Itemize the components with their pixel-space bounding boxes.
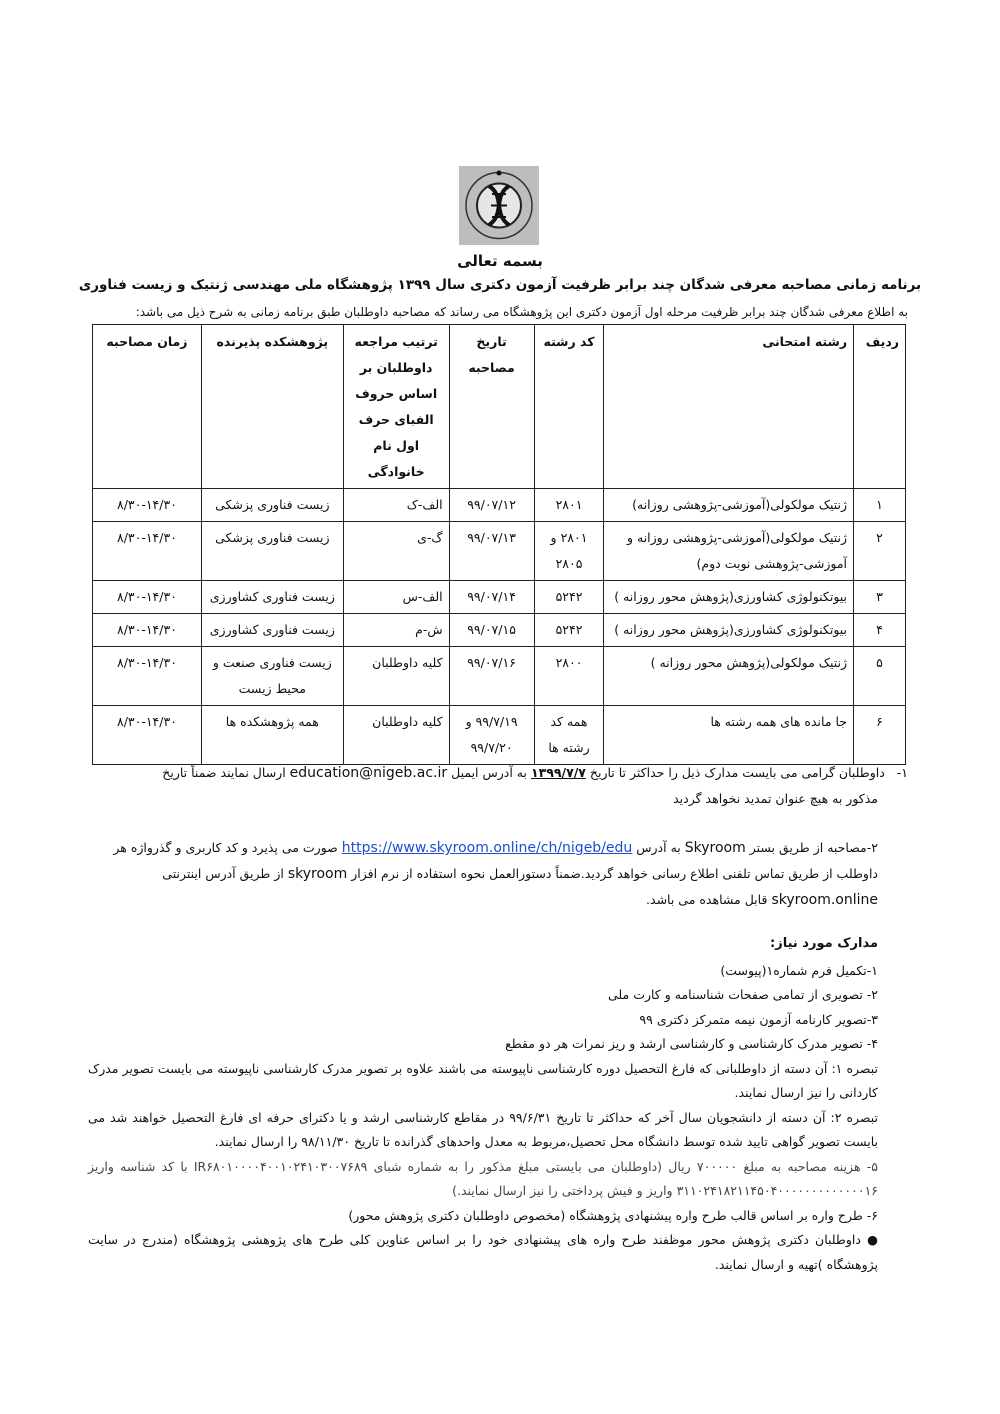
table-row (93, 614, 906, 647)
cell-institute: همه پژوهشکده ها (201, 706, 343, 765)
cell-field: بیوتکنولوژی کشاورزی(پژوهش محور روزانه ) (604, 614, 854, 647)
cell-row: ۱ (854, 489, 906, 522)
note1-number: ۱- (896, 765, 908, 780)
cell-row: ۲ (854, 522, 906, 581)
document-item: ۳-تصویر کارنامه آزمون نیمه متمرکز دکتری ۹۹ (639, 1011, 878, 1027)
cell-date: ۹۹/۰۷/۱۶ (449, 647, 534, 706)
cell-time: ۸/۳۰-۱۴/۳۰ (93, 489, 202, 522)
cell-institute: زیست فناوری صنعت و محیط زیست (201, 647, 343, 706)
cell-code: ۲۸۰۰ (534, 647, 604, 706)
cell-code: ۵۲۴۲ (534, 581, 604, 614)
note2-text-a: ۲-مصاحبه از طریق بستر (749, 840, 878, 855)
cell-field: بیوتکنولوژی کشاورزی(پژوهش محور روزانه ) (604, 581, 854, 614)
cell-time: ۸/۳۰-۱۴/۳۰ (93, 581, 202, 614)
cell-row: ۵ (854, 647, 906, 706)
cell-order: گ-ی (343, 522, 449, 581)
cell-row: ۳ (854, 581, 906, 614)
note1-email[interactable]: education@nigeb.ac.ir (289, 765, 448, 781)
note2-line3: قابل مشاهده می باشد. (646, 892, 768, 907)
header-code: کد رشته (534, 325, 604, 489)
document-item: ۱-تکمیل فرم شماره۱(پیوست) (720, 962, 878, 978)
document-note-2: تبصره ۲: آن دسته از دانشجویان سال آخر که حداکثر تا تاریخ ۹۹/۶/۳۱ در مقاطع کارشناسی ارشد و یا دکترای حرفه ای فارغ التحصیل خواهند شد می بایست تصویر گواهی تایید شده توسط دانشگاه محل تحصیل،مربوط به معدل واحدهای گذرانده تا تاریخ ۹۸/۱۱/۳۰ را ارسال نمایند. (88, 1109, 879, 1149)
note-online-interview (88, 835, 878, 913)
note-email-submission (118, 760, 908, 812)
note2-text-c: صورت می پذیرد و کد کاربری و گذرواژه هر (113, 840, 338, 855)
cell-date: ۹۹/۰۷/۱۲ (449, 489, 534, 522)
header-order: ترتیب مراجعه داوطلبان بر اساس حروف الفبای حرف اول نام خانوادگی (343, 325, 449, 489)
skyroom-url-link[interactable]: https://www.skyroom.online/ch/nigeb/edu (341, 840, 633, 856)
table-header-row (93, 325, 906, 489)
note1-text-a: داوطلبان گرامی می بایست مدارک ذیل را حداکثر تا تاریخ (589, 765, 885, 780)
header-row-number: ردیف (854, 325, 906, 489)
cell-code: ۲۸۰۱ و ۲۸۰۵ (534, 522, 604, 581)
cell-order: الف-ک (343, 489, 449, 522)
cell-order: ش-م (343, 614, 449, 647)
document-bullet: ● داوطلبان دکتری پژوهش محور موظفند طرح واره های پیشنهادی خود را بر اساس عناوین کلی طرح های پژوهشی پژوهشگاه (مندرج در سایت پژوهشگاه )تهیه و ارسال نمایند. (88, 1232, 878, 1272)
cell-order: کلیه داوطلبان (343, 647, 449, 706)
cell-date: ۹۹/۰۷/۱۵ (449, 614, 534, 647)
cell-date: ۹۹/۰۷/۱۴ (449, 581, 534, 614)
cell-institute: زیست فناوری کشاورزی (201, 581, 343, 614)
table-row (93, 522, 906, 581)
cell-time: ۸/۳۰-۱۴/۳۰ (93, 706, 202, 765)
note2-software: skyroom (287, 866, 348, 882)
cell-code: ۲۸۰۱ (534, 489, 604, 522)
table-row (93, 706, 906, 765)
required-documents (88, 932, 878, 1277)
cell-code: همه کد رشته ها (534, 706, 604, 765)
header-field: رشته امتحانی (604, 325, 854, 489)
cell-time: ۸/۳۰-۱۴/۳۰ (93, 522, 202, 581)
cell-order: الف-س (343, 581, 449, 614)
document-item: ۶- طرح واره بر اساس قالب طرح واره پیشنهادی پژوهشگاه (مخصوص داوطلبان دکتری پژوهش محور) (348, 1207, 878, 1223)
document-note-1: تبصره ۱: آن دسته از داوطلبانی که فارغ التحصیل دوره کارشناسی ناپیوسته می باشند علاوه بر تصویر مدرک کارشناسی ناپیوسته می بایست تصویر مدرک کاردانی را نیز ارسال نمایند. (88, 1060, 878, 1100)
cell-code: ۵۲۴۲ (534, 614, 604, 647)
intro-text: به اطلاع معرفی شدگان چند برابر ظرفیت مرحله اول آزمون دکتری این پژوهشگاه می رساند که مصاحبه داوطلبان طبق برنامه زمانی به شرح ذیل می باشد: (135, 305, 908, 319)
note2-platform: Skyroom (684, 840, 746, 856)
cell-order: کلیه داوطلبان (343, 706, 449, 765)
page-title: برنامه زمانی مصاحبه معرفی شدگان چند برابر ظرفیت آزمون دکتری سال ۱۳۹۹ پژوهشگاه ملی مهندسی ژنتیک و زیست فناوری (78, 277, 922, 293)
table-row (93, 647, 906, 706)
header-date: تاریخ مصاحبه (449, 325, 534, 489)
note2-text-b: به آدرس (636, 840, 681, 855)
cell-field: جا مانده های همه رشته ها (604, 706, 854, 765)
document-item-fee: ۵- هزینه مصاحبه به مبلغ ۷۰۰۰۰۰ ریال (داوطلبان می بایستی مبلغ مذکور را به شماره شبای IR۶۸۰۱۰۰۰۰۴۰۰۱۰۲۴۱۰۳۰۰۷۶۸۹ با کد شناسه واریز ۳۱۱۰۲۴۱۸۲۱۱۴۵۰۴۰۰۰۰۰۰۰۰۰۰۰۰۰۱۶ واریز و فیش پرداختی را نیز ارسال نمایند.) (88, 1158, 878, 1198)
note2-line2b: از طریق آدرس اینترنتی (162, 866, 284, 881)
document-item: ۴- تصویر مدرک کارشناسی و کارشناسی ارشد و ریز نمرات هر دو مقطع (505, 1036, 878, 1051)
cell-date: ۹۹/۷/۱۹ و ۹۹/۷/۲۰ (449, 706, 534, 765)
documents-heading: مدارک مورد نیاز: (770, 936, 878, 951)
interview-schedule-table (92, 324, 906, 765)
cell-row: ۴ (854, 614, 906, 647)
cell-field: ژنتیک مولکولی(آموزشی-پژوهشی روزانه) (604, 489, 854, 522)
header-institute: پژوهشکده پذیرنده (201, 325, 343, 489)
note1-deadline-date: ۱۳۹۹/۷/۷ (530, 765, 586, 780)
document-item: ۲- تصویری از تمامی صفحات شناسنامه و کارت ملی (607, 987, 878, 1002)
cell-field: ژنتیک مولکولی(پژوهش محور روزانه ) (604, 647, 854, 706)
note1-text-b: به آدرس ایمیل (451, 765, 527, 780)
cell-institute: زیست فناوری پزشکی (201, 522, 343, 581)
cell-field: ژنتیک مولکولی(آموزشی-پژوهشی روزانه و آموزشی-پژوهشی نوبت دوم) (604, 522, 854, 581)
table-row (93, 489, 906, 522)
header-time: زمان مصاحبه (93, 325, 202, 489)
bismillah-heading: بسمه تعالی (457, 252, 543, 270)
cell-date: ۹۹/۰۷/۱۳ (449, 522, 534, 581)
note1-text-c: ارسال نمایند ضمناً تاریخ (162, 765, 286, 780)
note2-line2a: داوطلب از طریق تماس تلفنی اطلاع رسانی خواهد گردید.ضمناً دستورالعمل نحوه استفاده از نرم افزار (351, 866, 878, 881)
cell-time: ۸/۳۰-۱۴/۳۰ (93, 647, 202, 706)
cell-institute: زیست فناوری کشاورزی (201, 614, 343, 647)
cell-time: ۸/۳۰-۱۴/۳۰ (93, 614, 202, 647)
cell-institute: زیست فناوری پزشکی (201, 489, 343, 522)
table-row (93, 581, 906, 614)
institute-logo (459, 166, 539, 245)
note2-site[interactable]: skyroom.online (771, 892, 878, 908)
note1-line2: مذکور به هیچ عنوان تمدید نخواهد گردید (673, 791, 878, 806)
cell-row: ۶ (854, 706, 906, 765)
